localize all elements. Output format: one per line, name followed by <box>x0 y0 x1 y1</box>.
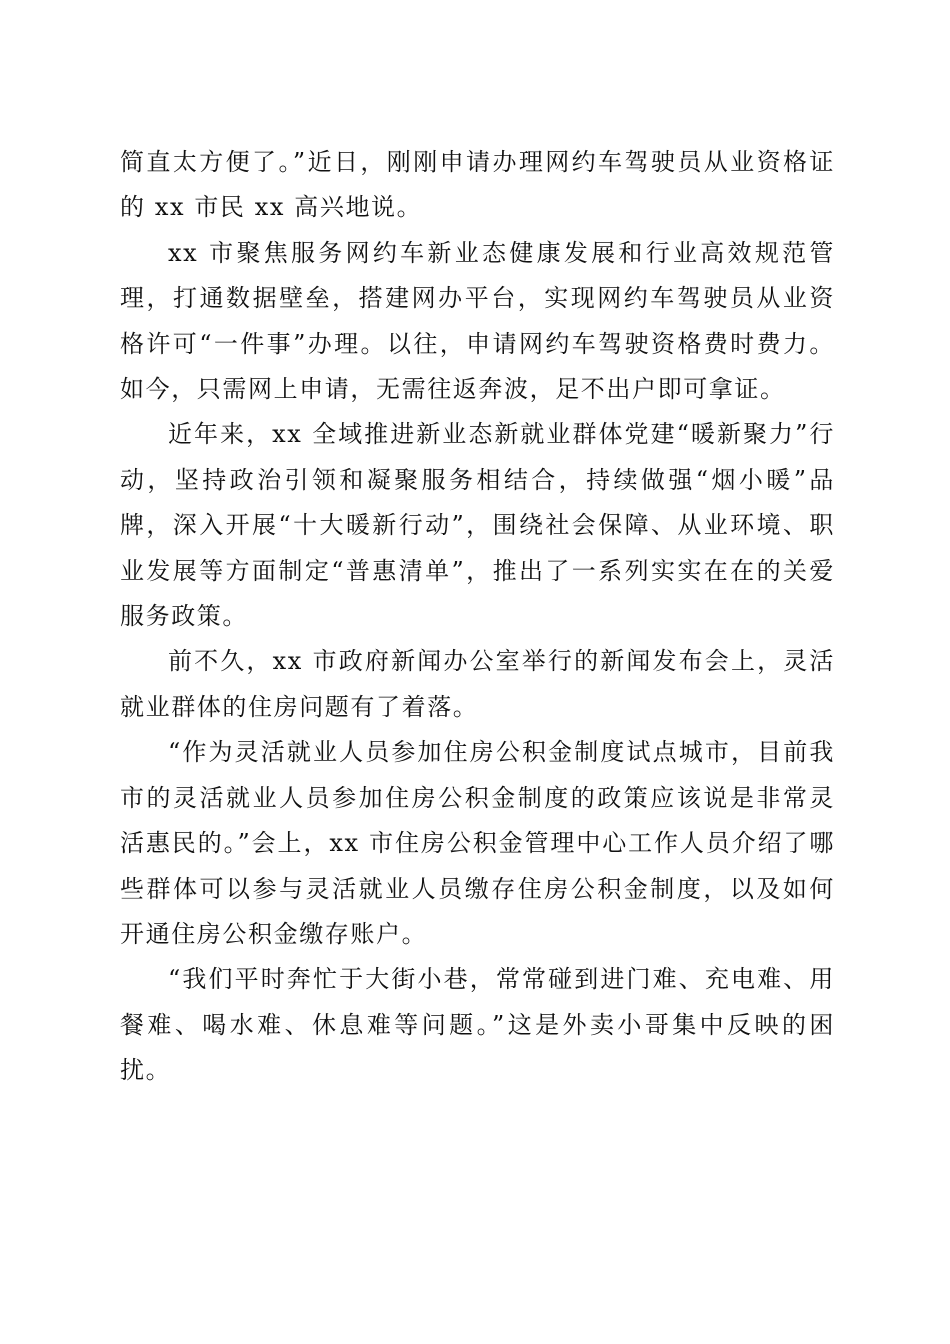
paragraph-5: “作为灵活就业人员参加住房公积金制度试点城市，目前我市的灵活就业人员参加住房公积金制度的政策应该说是非常灵活惠民的。”会上，xx 市住房公积金管理中心工作人员介绍了哪些群体可以参与灵活就业人员缴存住房公积金制度，以及如何开通住房公积金缴存账户。 <box>120 738 835 948</box>
document-body <box>120 140 835 1094</box>
paragraph-4: 前不久，xx 市政府新闻办公室举行的新闻发布会上，灵活就业群体的住房问题有了着落。 <box>120 647 835 721</box>
paragraph-6: “我们平时奔忙于大街小巷，常常碰到进门难、充电难、用餐难、喝水难、休息难等问题。”这是外卖小哥集中反映的困扰。 <box>120 965 835 1085</box>
paragraph-3: 近年来，xx 全域推进新业态新就业群体党建“暖新聚力”行动，坚持政治引领和凝聚服务相结合，持续做强“烟小暖”品牌，深入开展“十大暖新行动”，围绕社会保障、从业环境、职业发展等方面制定“普惠清单”，推出了一系列实实在在的关爱服务政策。 <box>120 420 835 631</box>
paragraph-1: 简直太方便了。”近日，刚刚申请办理网约车驾驶员从业资格证的 xx 市民 xx 高兴地说。 <box>120 148 835 222</box>
paragraph-2: xx 市聚焦服务网约车新业态健康发展和行业高效规范管理，打通数据壁垒，搭建网办平台，实现网约车驾驶员从业资格许可“一件事”办理。以往，申请网约车驾驶资格费时费力。如今，只需网上申请，无需往返奔波，足不出户即可拿证。 <box>120 238 835 404</box>
